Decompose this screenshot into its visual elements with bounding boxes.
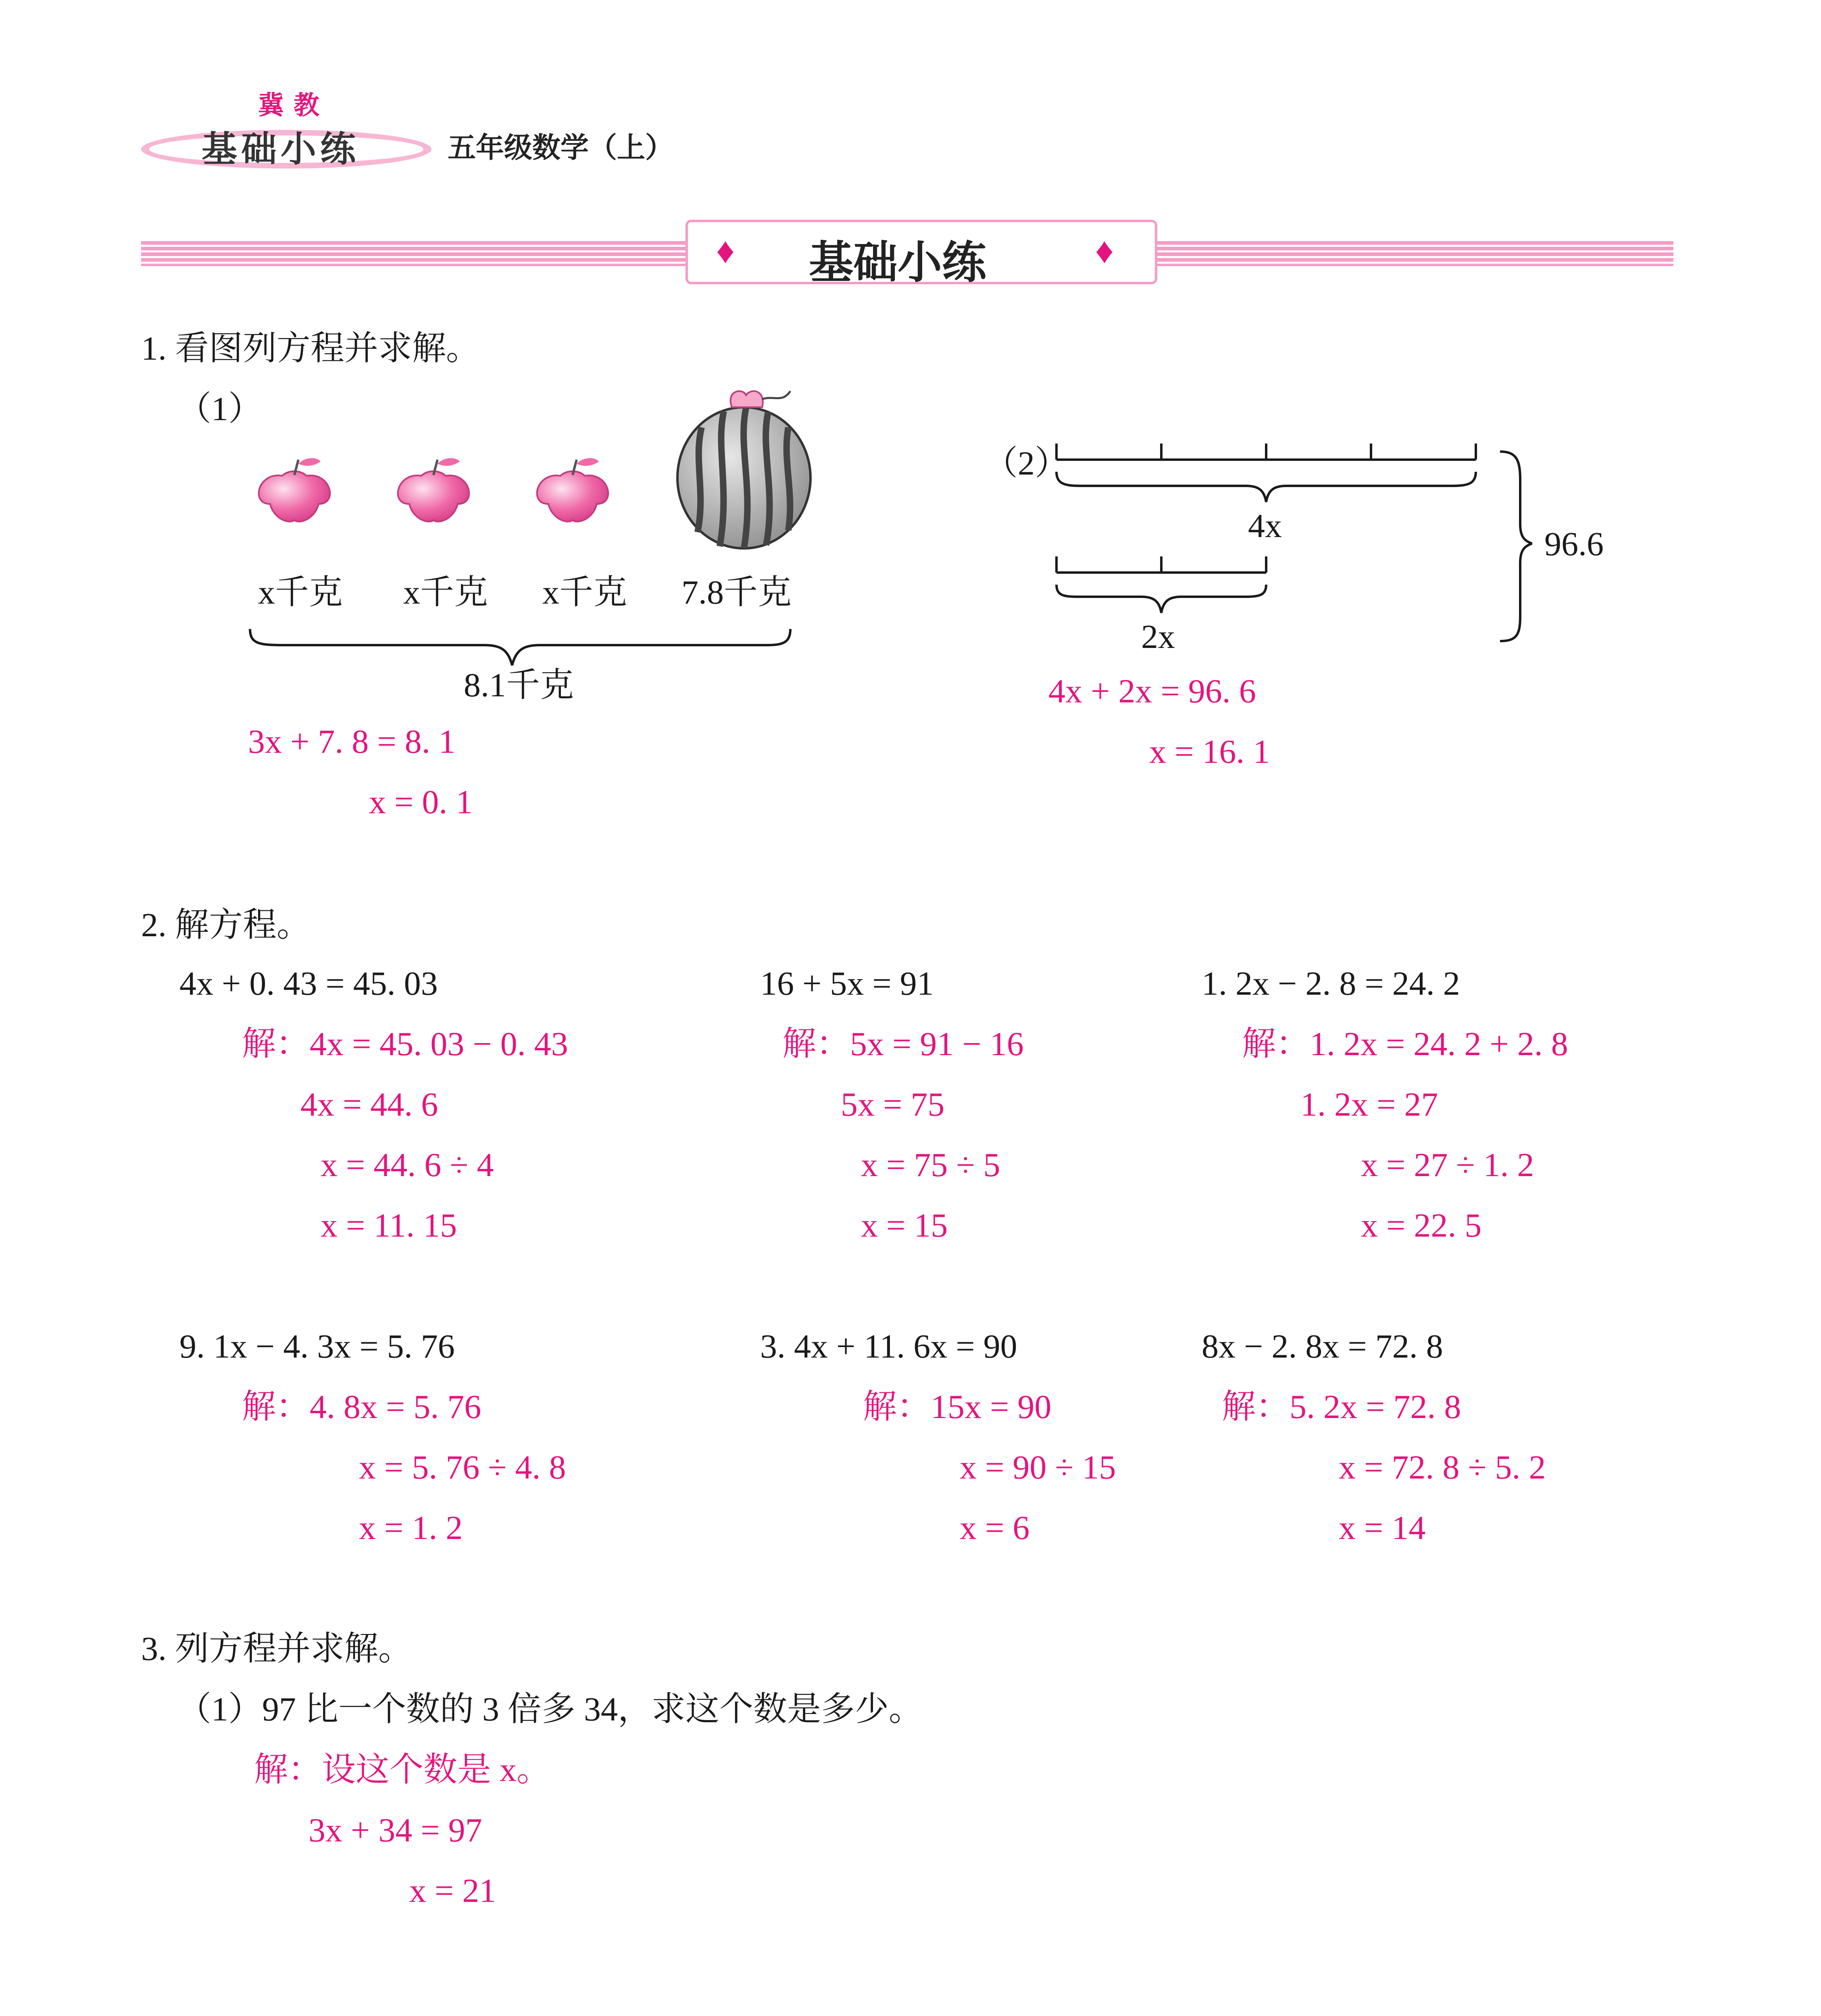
publisher-label: 冀教 (258, 91, 329, 121)
equation: 16 + 5x = 91 (760, 965, 934, 1002)
equation: 1. 2x − 2. 8 = 24. 2 (1202, 965, 1460, 1002)
solution-step: x = 44. 6 ÷ 4 (321, 1146, 494, 1184)
solution-step: 3x + 34 = 97 (308, 1812, 482, 1849)
answer-line: 3x + 7. 8 = 8. 1 (248, 723, 456, 760)
brace-icon (250, 629, 790, 665)
melon-weight-label: 7.8千克 (681, 574, 792, 611)
segment-label-4x: 4x (1248, 507, 1282, 545)
q3-part1-question: （1）97 比一个数的 3 倍多 34，求这个数是多少。 (177, 1691, 923, 1728)
banner-title: 基础小练 (809, 237, 986, 288)
banner-stripes-left (141, 241, 690, 266)
equation: 8x − 2. 8x = 72. 8 (1202, 1328, 1443, 1365)
q1-title: 1. 看图列方程并求解。 (141, 330, 480, 367)
brace-icon (1500, 452, 1532, 641)
apple-icon (259, 458, 330, 521)
solution-step: 1. 2x = 27 (1300, 1086, 1438, 1123)
diamond-icon: ♦ (1095, 231, 1114, 271)
answer-line: x = 0. 1 (369, 783, 473, 821)
total-weight-label: 8.1千克 (464, 666, 574, 704)
watermelon-icon (677, 391, 810, 548)
solution-step: x = 1. 2 (359, 1509, 463, 1547)
equation: 9. 1x − 4. 3x = 5. 76 (179, 1328, 455, 1365)
solution-step: x = 14 (1339, 1509, 1426, 1547)
banner-stripes-right (1157, 241, 1673, 266)
apple-weight-label: x千克 (258, 574, 343, 611)
apple-icon (537, 458, 608, 521)
solution-step: x = 11. 15 (321, 1207, 457, 1244)
solution-step: 解：5. 2x = 72. 8 (1222, 1388, 1461, 1426)
solution-step: 解：1. 2x = 24. 2 + 2. 8 (1242, 1025, 1568, 1063)
series-logo: 基础小练 (202, 128, 360, 170)
solution-step: 解：4. 8x = 5. 76 (242, 1388, 481, 1426)
solution-step: x = 90 ÷ 15 (960, 1449, 1116, 1486)
apple-weight-label: x千克 (403, 574, 488, 611)
segment-label-2x: 2x (1141, 618, 1175, 656)
solution-step: x = 5. 76 ÷ 4. 8 (359, 1449, 566, 1486)
apple-icon (398, 458, 469, 521)
solution-step: x = 6 (960, 1509, 1030, 1547)
solution-step: 4x = 44. 6 (300, 1086, 438, 1123)
solution-step: x = 15 (861, 1207, 948, 1244)
brace-icon (1056, 585, 1266, 613)
solution-step: x = 22. 5 (1361, 1207, 1482, 1244)
solution-step: 解：5x = 91 − 16 (782, 1025, 1024, 1063)
q3-title: 3. 列方程并求解。 (141, 1630, 413, 1668)
book-title: 五年级数学（上） (448, 131, 673, 164)
equation: 3. 4x + 11. 6x = 90 (760, 1328, 1017, 1365)
q2-title: 2. 解方程。 (141, 906, 311, 944)
solution-step: x = 75 ÷ 5 (861, 1146, 1000, 1184)
solution-step: 解：设这个数是 x。 (254, 1751, 551, 1789)
solution-step: x = 27 ÷ 1. 2 (1361, 1146, 1534, 1184)
fruit-figure (242, 387, 839, 694)
answer-line: 4x + 2x = 96. 6 (1048, 673, 1256, 710)
apple-weight-label: x千克 (542, 574, 627, 611)
solution-step: 5x = 75 (841, 1086, 945, 1123)
banner-box (685, 220, 1157, 288)
segment-total: 96.6 (1544, 525, 1604, 563)
q1-part2-label: （2） (984, 445, 1069, 482)
equation: 4x + 0. 43 = 45. 03 (179, 965, 438, 1002)
solution-step: x = 21 (409, 1872, 496, 1910)
q1-part1-label: （1） (177, 390, 263, 428)
brace-icon (1056, 472, 1476, 502)
solution-step: 解：15x = 90 (863, 1388, 1052, 1426)
answer-line: x = 16. 1 (1149, 733, 1270, 771)
solution-step: 解：4x = 45. 03 − 0. 43 (242, 1025, 568, 1063)
segment-diagram (1048, 435, 1532, 661)
diamond-icon: ♦ (716, 231, 735, 271)
solution-step: x = 72. 8 ÷ 5. 2 (1339, 1449, 1546, 1486)
